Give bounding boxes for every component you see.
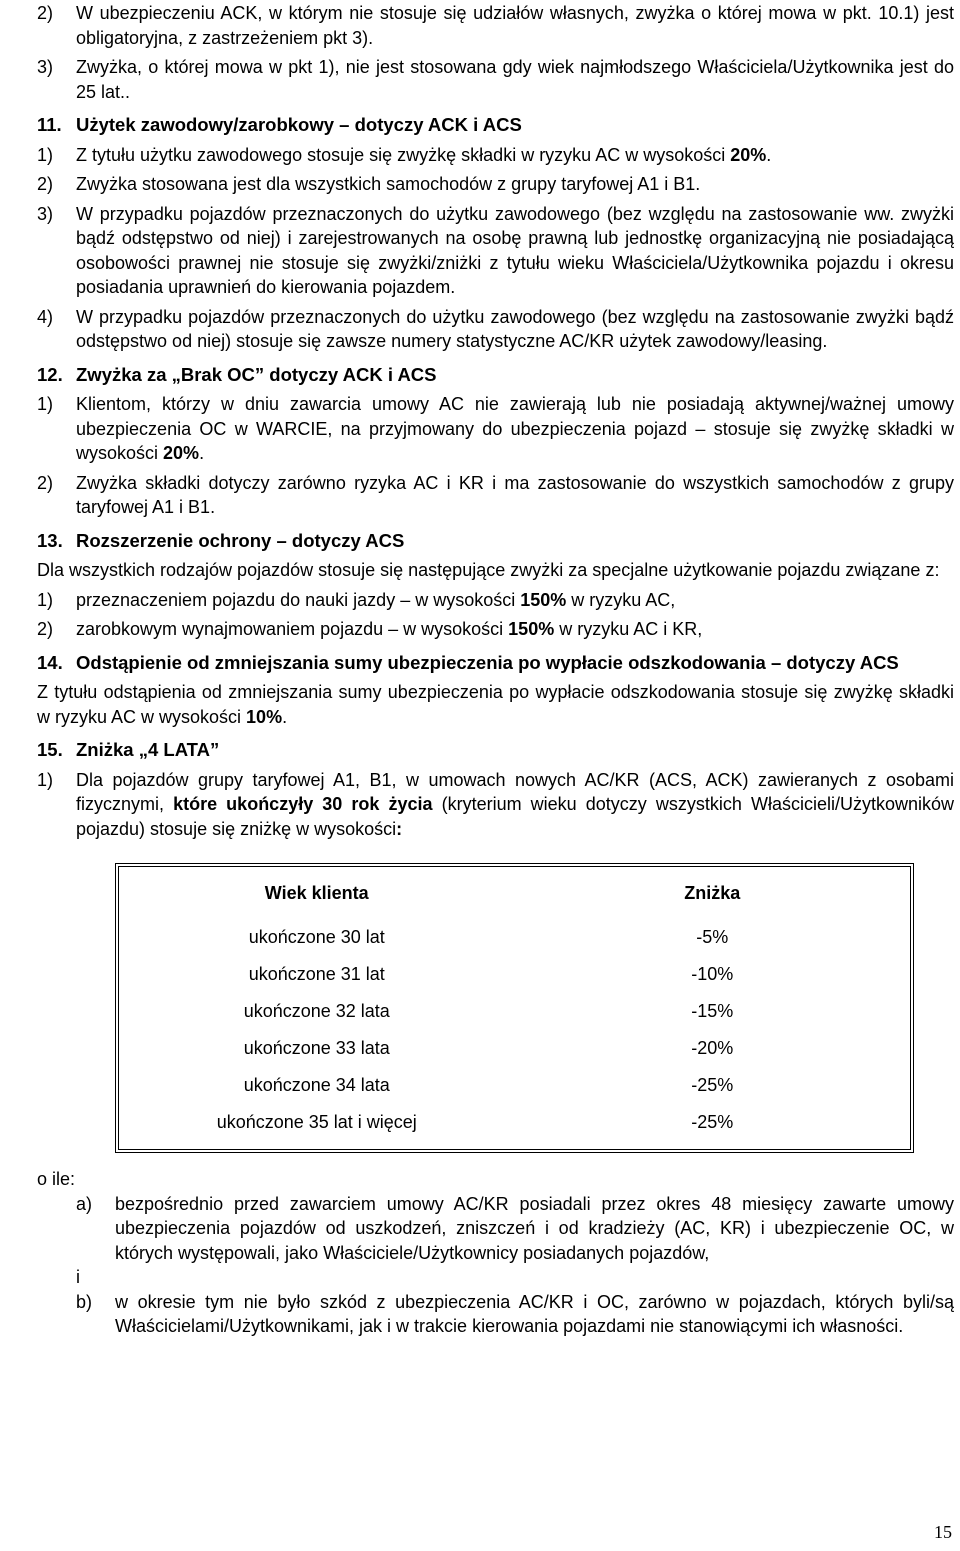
- list-number: 1): [37, 394, 54, 414]
- cell-discount: -20%: [691, 1038, 734, 1059]
- discount-table: [115, 863, 914, 1153]
- page-number: 15: [934, 1522, 952, 1542]
- section-heading: [37, 363, 954, 388]
- list-number: 1): [37, 589, 54, 610]
- condition-letter: i: [76, 1267, 80, 1287]
- list-text: przeznaczeniem pojazdu do nauki jazdy – w wysokości 150% w ryzyku AC,: [76, 589, 676, 610]
- cell-age: ukończone 32 lata: [243, 1001, 390, 1022]
- section-title: Rozszerzenie ochrony – dotyczy ACS: [76, 529, 405, 551]
- cell-discount: -25%: [691, 1112, 734, 1133]
- table-row: [119, 1104, 910, 1149]
- list-text: Dla pojazdów grupy taryfowej A1, B1, w umowach nowych AC/KR (ACS, ACK) zawieranych z osobami fizycznymi, które ukończyły 30 rok życia (kryterium wieku dotyczy wszystkich Właścicieli/Użytkowników pojazdu) stosuje się zniżkę w wysokości:: [76, 769, 954, 839]
- cell-age: ukończone 30 lat: [248, 927, 385, 948]
- table-row: [119, 919, 910, 956]
- section-number: 14.: [37, 651, 63, 673]
- list-text: Z tytułu użytku zawodowego stosuje się zwyżkę składki w ryzyku AC w wysokości 20%.: [76, 144, 772, 165]
- list-item: [37, 1, 954, 50]
- section-number: 11.: [37, 114, 62, 135]
- list-item: [37, 305, 954, 354]
- table-row: [119, 1067, 910, 1104]
- condition-label: o ile:: [37, 1169, 76, 1189]
- section-number: 12.: [37, 363, 63, 385]
- section-heading: [37, 113, 954, 138]
- table-row: [119, 1030, 910, 1067]
- discount-table-wrapper: [115, 863, 914, 1153]
- list-number: 3): [37, 203, 54, 224]
- condition-text: bezpośrednio przed zawarciem umowy AC/KR posiadali przez okres 48 miesięcy zawarte umowy ubezpieczenia pojazdów od uszkodzeń, zniszczeń i od kradzieży (AC, KR) i ubezpieczenie OC, w których występowali, jako Właściciele/Użytkownicy posiadanych pojazdów,: [115, 1193, 954, 1263]
- list-item: [37, 55, 954, 104]
- list-text: W przypadku pojazdów przeznaczonych do użytku zawodowego (bez względu na zastosowanie zwyżki bądź odstępstwo od niej) stosuje się zawsze numery statystyczne AC/KR użytek zawodowy/leasing.: [76, 306, 954, 351]
- list-item: [37, 143, 954, 168]
- section-title: Użytek zawodowy/zarobkowy – dotyczy ACK i ACS: [76, 114, 522, 135]
- list-number: 4): [37, 306, 54, 327]
- list-number: 2): [37, 174, 54, 194]
- section-number: 15.: [37, 739, 63, 760]
- condition-text: w okresie tym nie było szkód z ubezpieczenia AC/KR i OC, zarówno w pojazdach, których byli/są Właścicielami/Użytkownikami, jak i w trakcie kierowania pojazdami nie stanowiącymi ich własności.: [115, 1291, 954, 1336]
- list-text: Zwyżka stosowana jest dla wszystkich samochodów z grupy taryfowej A1 i B1.: [76, 174, 701, 194]
- section-title: Odstąpienie od zmniejszania sumy ubezpieczenia po wypłacie odszkodowania – dotyczy ACS: [76, 651, 899, 673]
- table-header-row: [119, 867, 910, 919]
- cell-age: ukończone 34 lata: [243, 1075, 390, 1096]
- condition-letter: a): [76, 1193, 93, 1214]
- list-item: [37, 172, 954, 197]
- list-item: [37, 392, 954, 466]
- section-heading: [37, 529, 954, 554]
- table-row: [119, 993, 910, 1030]
- cell-discount: -25%: [691, 1075, 734, 1096]
- section-paragraph: Dla wszystkich rodzajów pojazdów stosuje się następujące zwyżki za specjalne użytkowanie pojazdu związane z:: [37, 560, 940, 580]
- column-header-age: Wiek klienta: [264, 882, 369, 903]
- section-title: Zwyżka za „Brak OC” dotyczy ACK i ACS: [76, 363, 437, 385]
- list-number: 1): [37, 144, 54, 165]
- condition-connector: [76, 1265, 954, 1290]
- section-heading: [37, 738, 954, 763]
- list-item: [37, 617, 954, 642]
- list-number: 2): [37, 3, 54, 23]
- section-number: 13.: [37, 529, 63, 551]
- list-text: Klientom, którzy w dniu zawarcia umowy AC nie zawierają lub nie posiadają aktywnej/ważnej umowy ubezpieczenia OC w WARCIE, na przyjmowany do ubezpieczenia pojazd – stosuje się zwyżkę składki w wysokości 20%.: [76, 394, 954, 463]
- cell-discount: -10%: [691, 964, 734, 985]
- condition-letter: b): [76, 1291, 93, 1312]
- list-text: Zwyżka składki dotyczy zarówno ryzyka AC i KR i ma zastosowanie do wszystkich samochodów z grupy taryfowej A1 i B1.: [76, 472, 954, 517]
- list-text: zarobkowym wynajmowaniem pojazdu – w wysokości 150% w ryzyku AC i KR,: [76, 619, 703, 639]
- list-number: 1): [37, 769, 54, 790]
- cell-age: ukończone 31 lat: [248, 964, 385, 985]
- list-item: [37, 202, 954, 300]
- document-body: [37, 0, 954, 1339]
- list-number: 3): [37, 57, 54, 77]
- list-item: [37, 768, 954, 842]
- cell-discount: -5%: [696, 927, 729, 948]
- list-number: 2): [37, 619, 54, 639]
- cell-discount: -15%: [691, 1001, 734, 1022]
- list-text: Zwyżka, o której mowa w pkt 1), nie jest stosowana gdy wiek najmłodszego Właściciela/Użytkownika jest do 25 lat..: [76, 57, 954, 102]
- table-row: [119, 956, 910, 993]
- list-number: 2): [37, 472, 54, 493]
- list-text: W ubezpieczeniu ACK, w którym nie stosuje się udziałów własnych, zwyżka o której mowa w pkt. 10.1) jest obligatoryjna, z zastrzeżeniem pkt 3).: [76, 3, 954, 48]
- list-text: W przypadku pojazdów przeznaczonych do użytku zawodowego (bez względu na zastosowanie ww. zwyżki bądź odstępstwo od niej) i zarejestrowanych na osobę prawną lub jednostkę organizacyjną nie posiadającą osobowości prawnej nie stosuje się zwyżki/zniżki z tytułu wieku Właściciela/Użytkownika pojazdu i okresu posiadania uprawnień do kierowania pojazdem.: [76, 203, 954, 297]
- section-paragraph: Z tytułu odstąpienia od zmniejszania sumy ubezpieczenia po wypłacie odszkodowania stosuje się zwyżkę składki w ryzyku AC w wysokości 10%.: [37, 682, 954, 727]
- list-item: [37, 471, 954, 520]
- column-header-discount: Zniżka: [684, 882, 741, 903]
- section-heading: [37, 651, 954, 676]
- condition-item: [76, 1192, 954, 1266]
- section-title: Zniżka „4 LATA”: [76, 739, 220, 760]
- cell-age: ukończone 33 lata: [243, 1038, 390, 1059]
- condition-item: [76, 1290, 954, 1339]
- cell-age: ukończone 35 lat i więcej: [216, 1112, 417, 1133]
- list-item: [37, 588, 954, 613]
